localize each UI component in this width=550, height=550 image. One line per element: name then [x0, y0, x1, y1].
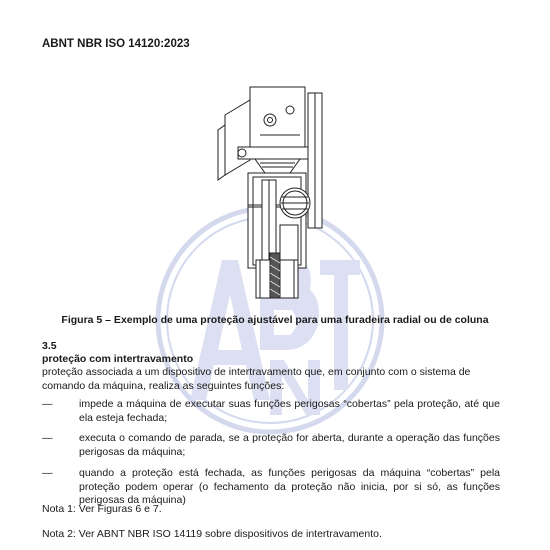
list-item-text: executa o comando de parada, se a proteção for aberta, durante a operação das funções perigosas da máquina; [79, 432, 500, 458]
section-number: 3.5 [42, 340, 57, 352]
figure-caption: Figura 5 – Exemplo de uma proteção ajustável para uma furadeira radial ou de coluna [61, 314, 489, 326]
note-1: Nota 1: Ver Figuras 6 e 7. [42, 503, 162, 515]
drill-guard-figure [190, 85, 340, 305]
list-item-text: quando a proteção está fechada, as funções perigosas da máquina “cobertas” pela proteção podem operar (o fechamento da proteção não inicia, por si só, as funções perigosas da máquina) [79, 467, 500, 506]
list-item-text: impede a máquina de executar suas funções perigosas “cobertas” pela proteção, até que ela esteja fechada; [79, 398, 500, 424]
section-definition: proteção associada a um dispositivo de intertravamento que, em conjunto com o sistema de comando da máquina, realiza as seguintes funções: [42, 366, 471, 392]
note-2: Nota 2: Ver ABNT NBR ISO 14119 sobre dispositivos de intertravamento. [42, 528, 382, 540]
document-header: ABNT NBR ISO 14120:2023 [42, 38, 190, 50]
list-dash: — [42, 432, 53, 444]
list-dash: — [42, 398, 53, 410]
section-term: proteção com intertravamento [42, 353, 194, 365]
list-dash: — [42, 467, 53, 479]
